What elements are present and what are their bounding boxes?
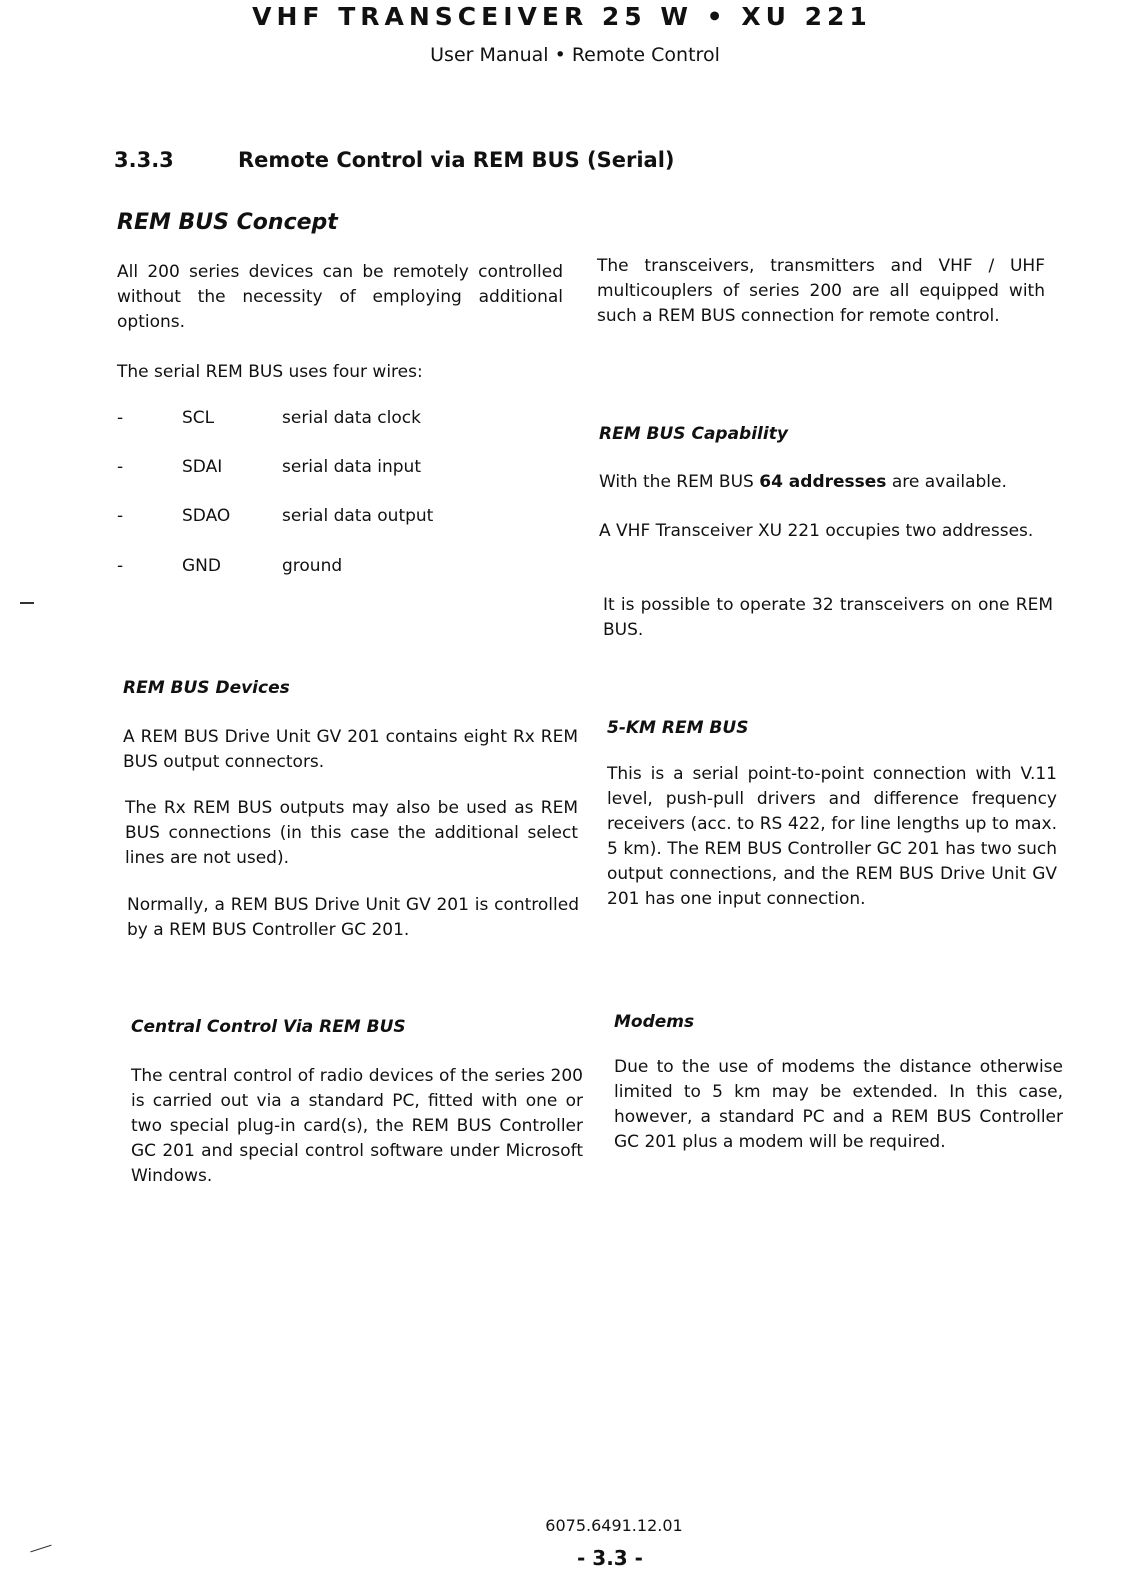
capability-text-end: are available. [886, 472, 1007, 492]
document-title: VHF TRANSCEIVER 25 W • XU 221 [252, 2, 872, 31]
modems-paragraph: Due to the use of modems the distance otherwise limited to 5 km may be extended. In this case, however, a standard PC and a REM BUS Controller GC 201 plus a modem will be required. [614, 1057, 1063, 1152]
fivekm-heading: 5-KM REM BUS [607, 718, 749, 738]
devices-paragraph-1: A REM BUS Drive Unit GV 201 contains eight Rx REM BUS output connectors. [123, 727, 578, 772]
concept-right-paragraph: The transceivers, transmitters and VHF / UHF multicouplers of series 200 are all equipped with such a REM BUS connection for remote control. [597, 256, 1045, 326]
list-dash: - [117, 506, 124, 526]
wire-code: GND [182, 556, 221, 576]
devices-heading: REM BUS Devices [123, 678, 290, 698]
scan-mark [20, 602, 34, 604]
capability-paragraph-3: It is possible to operate 32 transceivers on one REM BUS. [603, 595, 1053, 640]
list-dash: - [117, 556, 124, 576]
concept-paragraph-2: The serial REM BUS uses four wires: [117, 362, 423, 382]
document-subtitle: User Manual • Remote Control [430, 44, 720, 66]
wire-description: serial data clock [282, 408, 421, 428]
central-heading: Central Control Via REM BUS [131, 1017, 406, 1037]
wire-code: SCL [182, 408, 215, 428]
capability-text: With the REM BUS [599, 472, 760, 492]
wire-code: SDAI [182, 457, 223, 477]
central-paragraph: The central control of radio devices of the series 200 is carried out via a standard PC, fitted with one or two special plug-in card(s), the REM BUS Controller GC 201 and special control software under Microsoft Windows. [131, 1066, 583, 1186]
devices-paragraph-3: Normally, a REM BUS Drive Unit GV 201 is controlled by a REM BUS Controller GC 201. [127, 895, 579, 940]
list-dash: - [117, 408, 124, 428]
fivekm-paragraph: This is a serial point-to-point connection with V.11 level, push-pull drivers and difference frequency receivers (acc. to RS 422, for line lengths up to max. 5 km). The REM BUS Controller GC 201 has two such output connections, and the REM BUS Drive Unit GV 201 has one input connection. [607, 764, 1057, 909]
section-number: 3.3.3 [114, 148, 174, 172]
devices-paragraph-2: The Rx REM BUS outputs may also be used as REM BUS connections (in this case the additional select lines are not used). [125, 798, 578, 868]
capability-addresses: 64 addresses [759, 472, 887, 492]
concept-heading: REM BUS Concept [117, 210, 338, 235]
modems-heading: Modems [614, 1012, 695, 1032]
list-dash: - [117, 457, 124, 477]
wire-description: serial data output [282, 506, 434, 526]
capability-heading: REM BUS Capability [599, 424, 788, 444]
capability-paragraph-2: A VHF Transceiver XU 221 occupies two addresses. [599, 521, 1034, 541]
wire-description: ground [282, 556, 343, 576]
section-heading [114, 148, 675, 172]
wire-code: SDAO [182, 506, 231, 526]
wire-description: serial data input [282, 457, 421, 477]
document-code: 6075.6491.12.01 [545, 1516, 683, 1535]
concept-paragraph-1: All 200 series devices can be remotely controlled without the necessity of employing additional options. [117, 262, 563, 332]
page-number: - 3.3 - [577, 1546, 643, 1570]
capability-paragraph-1 [599, 470, 1039, 495]
section-title: Remote Control via REM BUS (Serial) [238, 148, 675, 172]
